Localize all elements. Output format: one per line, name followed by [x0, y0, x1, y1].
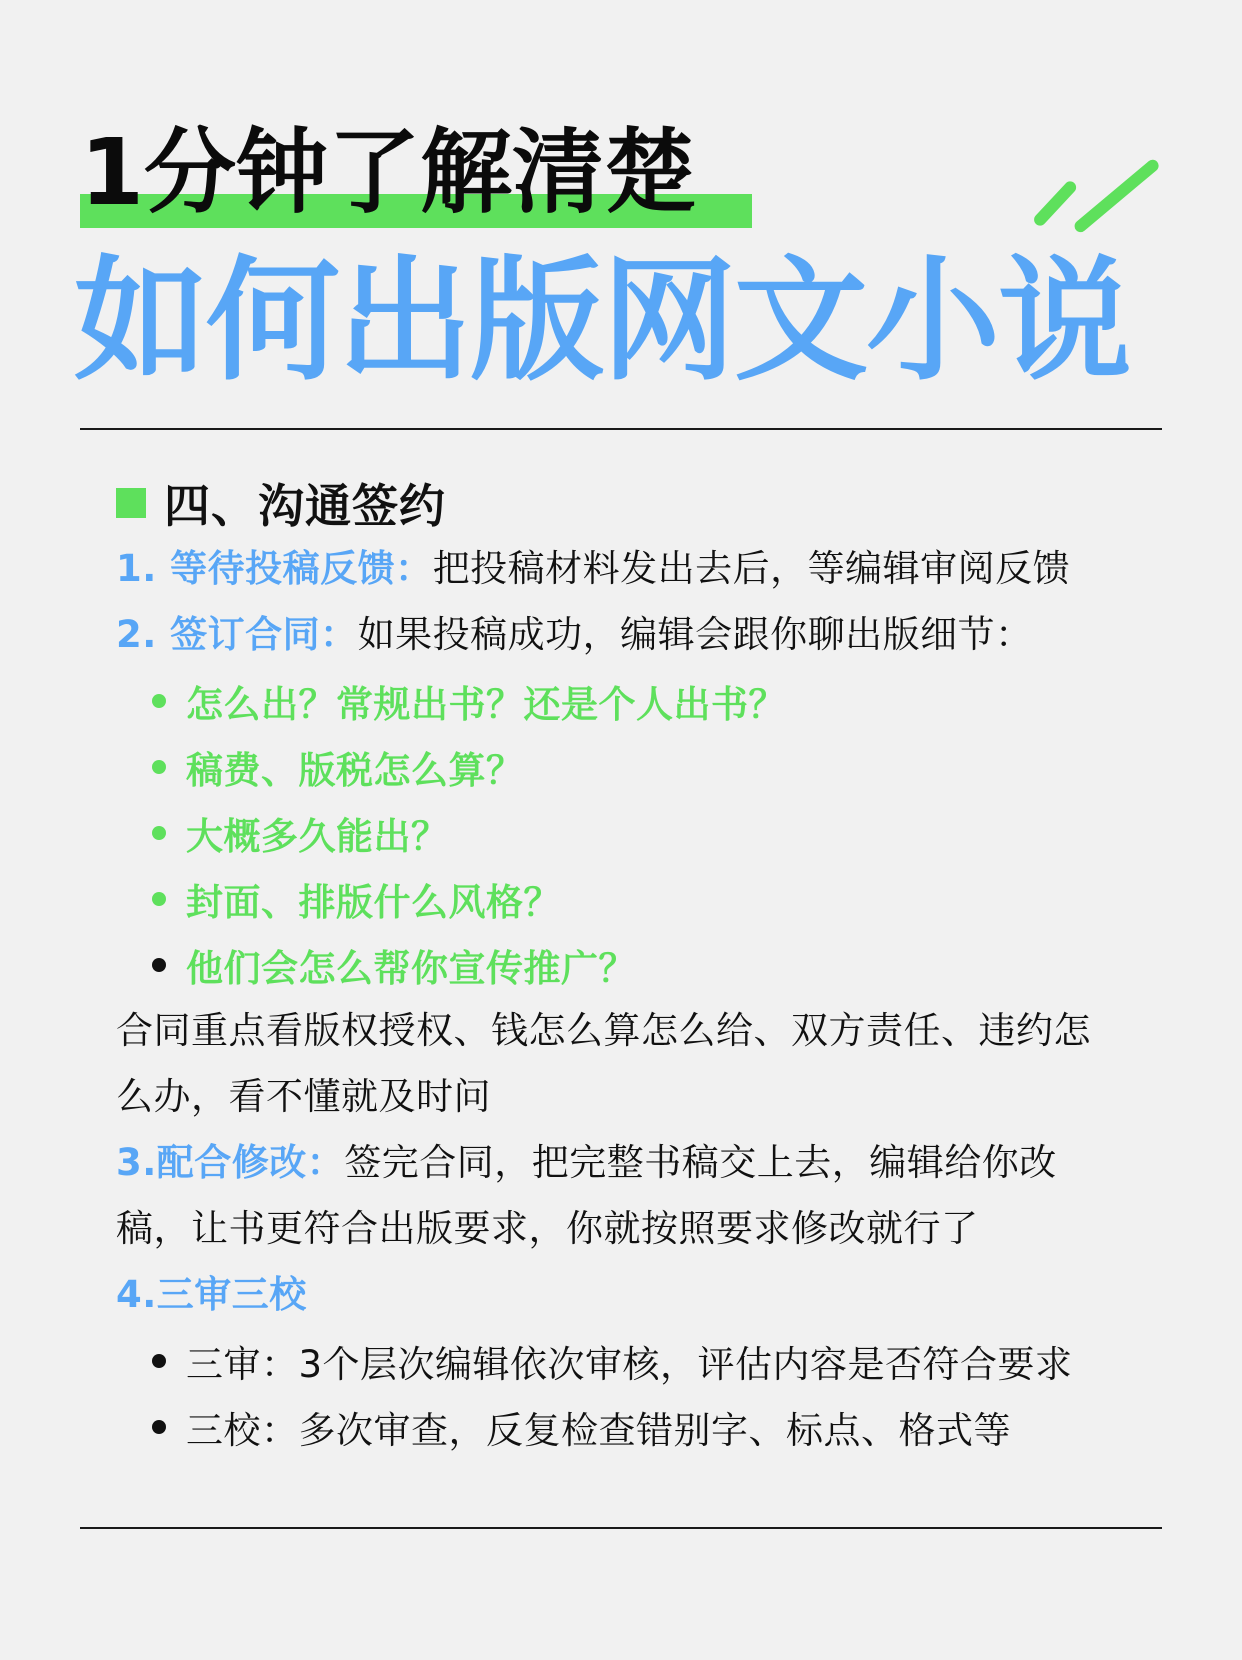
decorative-slash-icon	[1030, 158, 1170, 228]
contract-note	[116, 998, 1156, 1130]
heading-square-icon	[116, 488, 146, 518]
contract-question: 大概多久能出？	[186, 815, 449, 858]
step-3-block	[116, 1130, 1156, 1262]
step-2-label: 2. 签订合同：	[116, 613, 358, 656]
headline-subtitle: 1分钟了解清楚	[80, 119, 697, 226]
step-3-line1	[116, 1130, 1156, 1196]
step-2-text: 如果投稿成功，编辑会跟你聊出版细节：	[357, 613, 1033, 656]
contract-question: 稿费、版税怎么算？	[186, 749, 524, 792]
step-4-label: 4.三审三校	[116, 1273, 307, 1316]
page-title: 如何出版网文小说	[74, 243, 1131, 399]
list-item	[116, 734, 1156, 800]
section-heading-text: 四、沟通签约	[164, 479, 446, 533]
step-3-text-line2: 稿，让书更符合出版要求，你就按照要求修改就行了	[116, 1207, 979, 1250]
bullet-dot-icon	[152, 1420, 166, 1434]
step-3-text-line1: 签完合同，把完整书稿交上去，编辑给你改	[344, 1141, 1057, 1184]
bullet-dot-icon	[152, 826, 166, 840]
headline	[74, 118, 1180, 418]
step-1-text: 把投稿材料发出去后，等编辑审阅反馈	[432, 547, 1071, 590]
section-heading	[116, 470, 1156, 536]
slash-stroke-long	[1072, 157, 1161, 234]
section-content	[116, 470, 1156, 1460]
bullet-dot-icon	[152, 1354, 166, 1368]
step-4-line	[116, 1262, 1156, 1328]
step-1-line	[116, 536, 1156, 602]
slash-stroke-short	[1032, 179, 1079, 228]
step-2-line	[116, 602, 1156, 668]
contract-question: 封面、排版什么风格？	[186, 881, 561, 924]
contract-question: 怎么出？常规出书？还是个人出书？	[186, 683, 786, 726]
contract-note-line1: 合同重点看版权授权、钱怎么算怎么给、双方责任、违约怎	[116, 1009, 1091, 1052]
list-item	[116, 800, 1156, 866]
bottom-divider	[80, 1527, 1162, 1529]
list-item	[116, 866, 1156, 932]
contract-note-line2: 么办，看不懂就及时问	[116, 1075, 491, 1118]
headline-line1	[80, 118, 696, 238]
step-1-label: 1. 等待投稿反馈：	[116, 547, 433, 590]
list-item	[116, 668, 1156, 734]
bullet-dot-icon	[152, 958, 166, 972]
contract-question: 他们会怎么帮你宣传推广？	[186, 947, 636, 990]
review-bullet: 三审：3个层次编辑依次审核，评估内容是否符合要求	[186, 1343, 1073, 1386]
bullet-dot-icon	[152, 892, 166, 906]
step-3-label: 3.配合修改：	[116, 1141, 345, 1184]
review-bullet: 三校：多次审查，反复检查错别字、标点、格式等	[186, 1409, 1011, 1452]
list-item	[116, 932, 1156, 998]
list-item	[116, 1394, 1156, 1460]
bullet-dot-icon	[152, 760, 166, 774]
bullet-dot-icon	[152, 694, 166, 708]
list-item	[116, 1328, 1156, 1394]
top-divider	[80, 428, 1162, 430]
